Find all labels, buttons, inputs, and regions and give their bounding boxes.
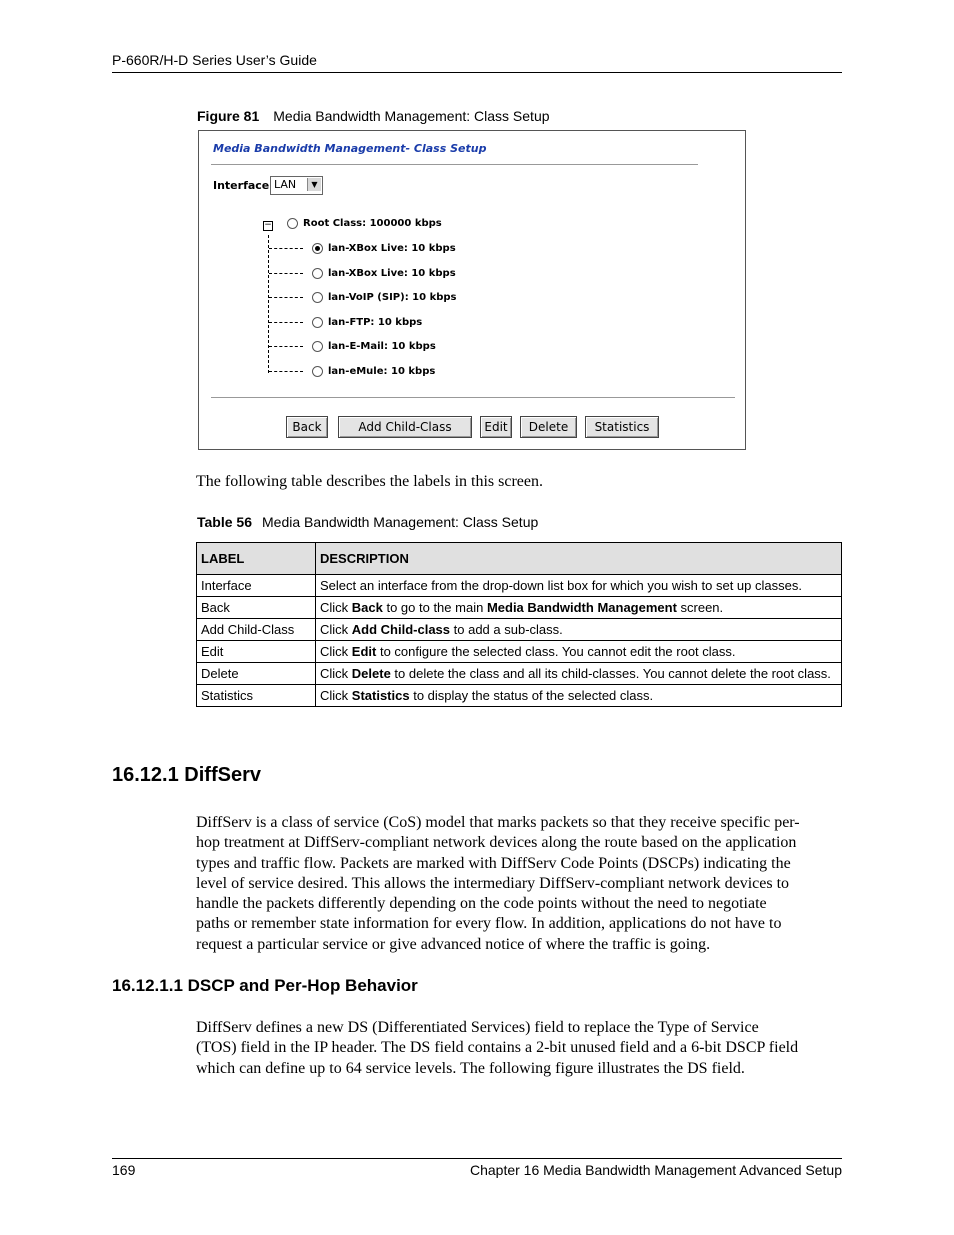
table-row (197, 685, 842, 707)
table-label: Table 56 (197, 514, 252, 530)
body-line: DiffServ defines a new DS (Differentiated Services) field to replace the Type of Service (196, 1019, 759, 1036)
subsection-heading: 16.12.1.1 DSCP and Per-Hop Behavior (112, 976, 418, 995)
button-divider (211, 397, 735, 398)
title-divider (211, 164, 698, 165)
collapse-icon[interactable]: − (264, 220, 272, 230)
section-heading: 16.12.1 DiffServ (112, 764, 261, 786)
chevron-down-icon[interactable]: ▼ (307, 178, 321, 191)
edit-button[interactable]: Edit (480, 416, 512, 438)
body-line: hop treatment at DiffServ-compliant network devices along the route based on the application (196, 834, 797, 852)
row-label: Statistics (197, 685, 316, 707)
class-label: lan-XBox Live: 10 kbps (328, 267, 456, 279)
tree-connector (269, 297, 303, 298)
row-description: Click Back to go to the main Media Bandwidth Management screen. (316, 597, 842, 619)
table-row (197, 575, 842, 597)
tree-connector (269, 346, 303, 347)
tree-connector (269, 273, 303, 274)
class-radio[interactable] (312, 292, 323, 303)
body-line: handle the packets differently depending on the code points without the need to negotiate (196, 895, 767, 913)
table-row (197, 663, 842, 685)
body-line: which can define up to 64 service levels. The following figure illustrates the DS field. (196, 1059, 745, 1077)
class-label: lan-XBox Live: 10 kbps (328, 243, 456, 254)
class-radio[interactable] (312, 268, 323, 279)
figure-label: Figure 81 (197, 108, 260, 124)
footer-rule (112, 1158, 842, 1159)
screen-title: Media Bandwidth Management- Class Setup (213, 142, 487, 155)
intro-text: The following table describes the labels in this screen. (196, 473, 544, 490)
page-number: 169 (112, 1162, 136, 1178)
figure-caption (197, 108, 550, 124)
description-column-header: DESCRIPTION (316, 543, 842, 575)
label-column-header: LABEL (197, 543, 316, 575)
table-row (197, 619, 842, 641)
back-button[interactable]: Back (286, 416, 328, 438)
add-child-class-button[interactable]: Add Child-Class (338, 416, 472, 438)
interface-label: Interface (213, 179, 270, 192)
table-row (197, 641, 842, 663)
subsection-body (196, 1018, 798, 1079)
tree-connector (269, 371, 303, 372)
table-title: Media Bandwidth Management: Class Setup (262, 514, 539, 530)
row-label: Interface (197, 575, 316, 597)
class-radio[interactable] (312, 243, 323, 254)
guide-title: P-660R/H-D Series User’s Guide (112, 52, 317, 68)
interface-select-value: LAN (274, 178, 297, 191)
class-label: lan-FTP: 10 kbps (328, 316, 423, 328)
statistics-button[interactable]: Statistics (585, 416, 659, 438)
tree-trunk-line (268, 235, 269, 373)
class-setup-screenshot (198, 130, 746, 450)
tree-connector (269, 322, 303, 323)
root-class-label: Root Class: 100000 kbps (303, 218, 442, 229)
table-row (197, 597, 842, 619)
row-label: Add Child-Class (197, 619, 316, 641)
figure-title: Media Bandwidth Management: Class Setup (273, 108, 550, 124)
body-line: paths or remember state information for every flow. In addition, applications do not have to (196, 915, 782, 933)
root-class-radio[interactable] (287, 218, 298, 229)
table-caption (197, 514, 538, 530)
chapter-title: Chapter 16 Media Bandwidth Management Advanced Setup (469, 1162, 842, 1178)
row-label: Delete (197, 663, 316, 685)
row-description: Click Statistics to display the status of the selected class. (316, 685, 842, 707)
body-line: level of service desired. This allows the intermediary DiffServ-compliant network devices to (196, 874, 790, 892)
row-description: Select an interface from the drop-down list box for which you wish to set up classes. (316, 575, 842, 597)
row-label: Back (197, 597, 316, 619)
interface-select[interactable] (270, 176, 323, 195)
body-line: (TOS) field in the IP header. The DS field contains a 2-bit unused field and a 6-bit DSCP field (196, 1039, 799, 1057)
section-body (196, 813, 800, 955)
body-line: types and traffic flow. Packets are marked with DiffServ Code Points (DSCPs) indicating the (196, 854, 791, 872)
class-label: lan-VoIP (SIP): 10 kbps (328, 292, 457, 303)
labels-table (196, 542, 842, 707)
delete-button[interactable]: Delete (520, 416, 577, 438)
table-header-row (197, 543, 842, 575)
class-label: lan-eMule: 10 kbps (328, 365, 436, 377)
header-rule (112, 72, 842, 73)
row-description: Click Edit to configure the selected class. You cannot edit the root class. (316, 641, 842, 663)
row-label: Edit (197, 641, 316, 663)
body-line: request a particular service or give advanced notice of where the traffic is going. (196, 935, 711, 953)
class-label: lan-E-Mail: 10 kbps (328, 341, 436, 352)
class-radio[interactable] (312, 366, 323, 377)
class-radio[interactable] (312, 317, 323, 328)
row-description: Click Delete to delete the class and all its child-classes. You cannot delete the root class. (316, 663, 842, 685)
body-line: DiffServ is a class of service (CoS) model that marks packets so that they receive specific per- (196, 814, 800, 831)
class-radio[interactable] (312, 341, 323, 352)
row-description: Click Add Child-class to add a sub-class. (316, 619, 842, 641)
tree-connector (269, 248, 303, 249)
